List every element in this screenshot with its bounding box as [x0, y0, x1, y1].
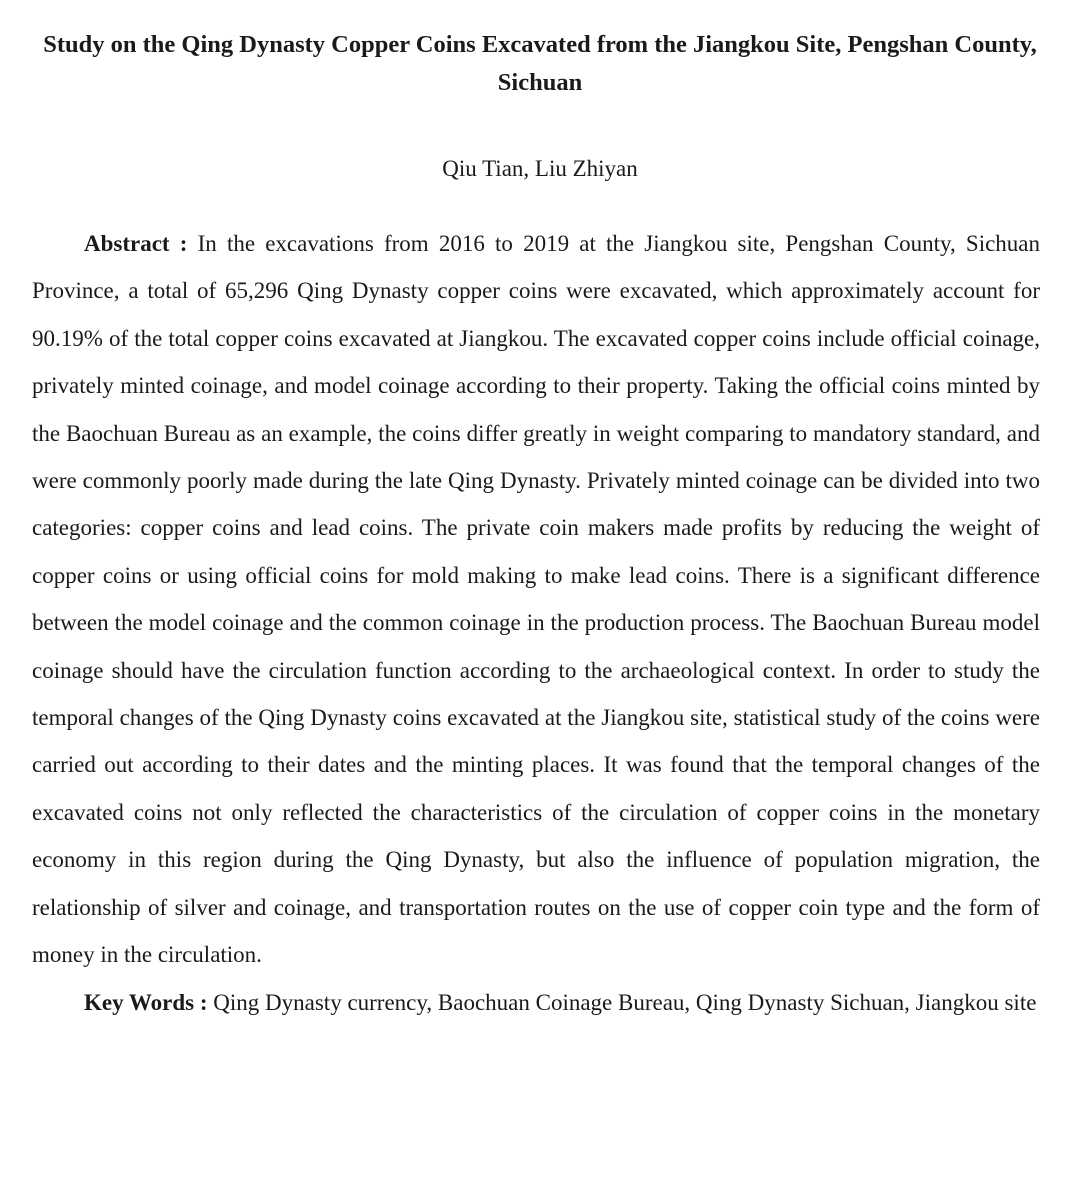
- abstract-paragraph: [32, 220, 1040, 979]
- paper-title: Study on the Qing Dynasty Copper Coins Excavated from the Jiangkou Site, Pengshan County, Sichuan: [43, 31, 1037, 96]
- abstract-text: In the excavations from 2016 to 2019 at the Jiangkou site, Pengshan County, Sichuan Province, a total of 65,296 Qing Dynasty copper coins were excavated, which approximately account for 90.19% of the total copper coins excavated at Jiangkou. The excavated copper coins include official coinage, privately minted coinage, and model coinage according to their property. Taking the official coins minted by the Baochuan Bureau as an example, the coins differ greatly in weight comparing to mandatory standard, and were commonly poorly made during the late Qing Dynasty. Privately minted coinage can be divided into two categories: copper coins and lead coins. The private coin makers made profits by reducing the weight of copper coins or using official coins for mold making to make lead coins. There is a significant difference between the model coinage and the common coinage in the production process. The Baochuan Bureau model coinage should have the circulation function according to the archaeological context. In order to study the temporal changes of the Qing Dynasty coins excavated at the Jiangkou site, statistical study of the coins were carried out according to their dates and the minting places. It was found that the temporal changes of the excavated coins not only reflected the characteristics of the circulation of copper coins in the monetary economy in this region during the Qing Dynasty, but also the influence of population migration, the relationship of silver and coinage, and transportation routes on the use of copper coin type and the form of money in the circulation.: [32, 231, 1041, 968]
- abstract-label: Abstract :: [84, 231, 198, 256]
- keywords-label: Key Words :: [84, 989, 214, 1015]
- keywords-text: Qing Dynasty currency, Baochuan Coinage Bureau, Qing Dynasty Sichuan, Jiangkou site: [213, 989, 1037, 1015]
- keywords-paragraph: [32, 979, 1040, 1026]
- paper-authors: Qiu Tian, Liu Zhiyan: [442, 156, 638, 181]
